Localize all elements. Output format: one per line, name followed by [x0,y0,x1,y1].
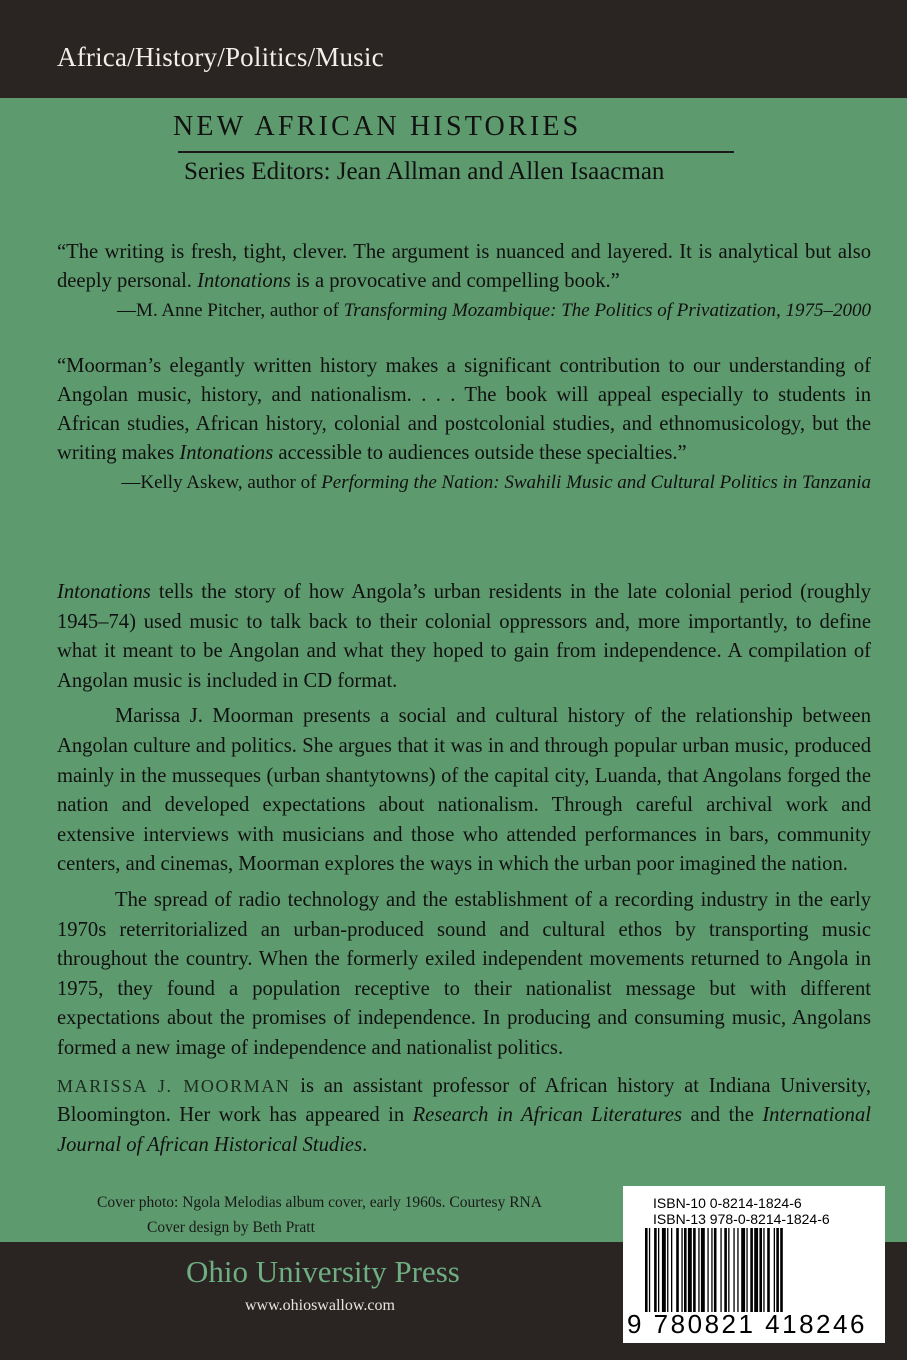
quote-text: “Moorman’s elegantly written history makes a significant contribution to our understanding of Angolan music, history, and nationalism. . . . The book will appeal especially to students in African studies, African history, colonial and postcolonial studies, and ethnomusicology, but the writing makes Intonations accessible to audiences outside these specialties.” [57,355,871,464]
photo-credit: Cover photo: Ngola Melodias album cover, early 1960s. Courtesy RNA [97,1194,542,1211]
isbn-13: ISBN-13 978-0-8214-1824-6 [653,1211,830,1227]
series-divider [178,151,734,153]
description-paragraph-2: Marissa J. Moorman presents a social and cultural history of the relationship between Angolan culture and politics. She argues that it was in and through popular urban music, produced mainly in the musseques (urban shantytowns) of the capital city, Luanda, that Angolans forged the nation and developed expectations about nationalism. Through careful archival work and extensive interviews with musicians and those who attended performances in bars, community centers, and cinemas, Moorman explores the ways in which the urban poor imagined the nation. [57,705,871,876]
review-quote-1 [57,238,871,325]
description-paragraph-1: Intonations tells the story of how Angola’s urban residents in the late colonial period (roughly 1945–74) used music to talk back to their colonial oppressors and, more importantly, to define what it meant to be Angolan and what they hoped to gain from independence. A compilation of Angolan music is included in CD format. [57,581,871,692]
isbn-10: ISBN-10 0-8214-1824-6 [653,1195,802,1211]
book-description [57,578,871,1166]
quote-text: “The writing is fresh, tight, clever. The argument is nuanced and layered. It is analytical but also deeply personal. Intonations is a provocative and compelling book.” [57,241,871,292]
barcode-icon [645,1228,865,1316]
cover-credits [97,1190,542,1240]
description-paragraph-3: The spread of radio technology and the establishment of a recording industry in the early 1970s reterritorialized an urban-produced sound and cultural ethos by transporting music throughout the country. When the formerly exiled independent movements returned to Angola in 1975, they found a population receptive to their nationalist message but with different expectations about the promises of independence. In producing and consuming music, Angolans formed a new image of independence and nationalist politics. [57,888,871,1059]
quote-attribution: —M. Anne Pitcher, author of Transforming Mozambique: The Politics of Privatization, 1975–2000 [117,300,871,321]
publisher-website: www.ohioswallow.com [245,1297,395,1314]
design-credit: Cover design by Beth Pratt [147,1219,315,1236]
series-title: NEW AFRICAN HISTORIES [173,111,582,142]
quote-attribution: —Kelly Askew, author of Performing the Nation: Swahili Music and Cultural Politics in Tanzania [121,472,871,493]
barcode-digits: 9 780821 418246 [627,1309,867,1339]
author-bio: MARISSA J. MOORMAN is an assistant professor of African history at Indiana University, Bloomington. Her work has appeared in Research in African Literatures and the International Journal of African Historical Studies. [57,1074,871,1156]
author-name: MARISSA J. MOORMAN [57,1075,291,1096]
isbn-barcode-block [623,1186,885,1343]
review-quote-2 [57,352,871,497]
subject-category: Africa/History/Politics/Music [57,42,384,72]
publisher-name: Ohio University Press [186,1254,460,1289]
series-editors: Series Editors: Jean Allman and Allen Isaacman [184,158,665,185]
